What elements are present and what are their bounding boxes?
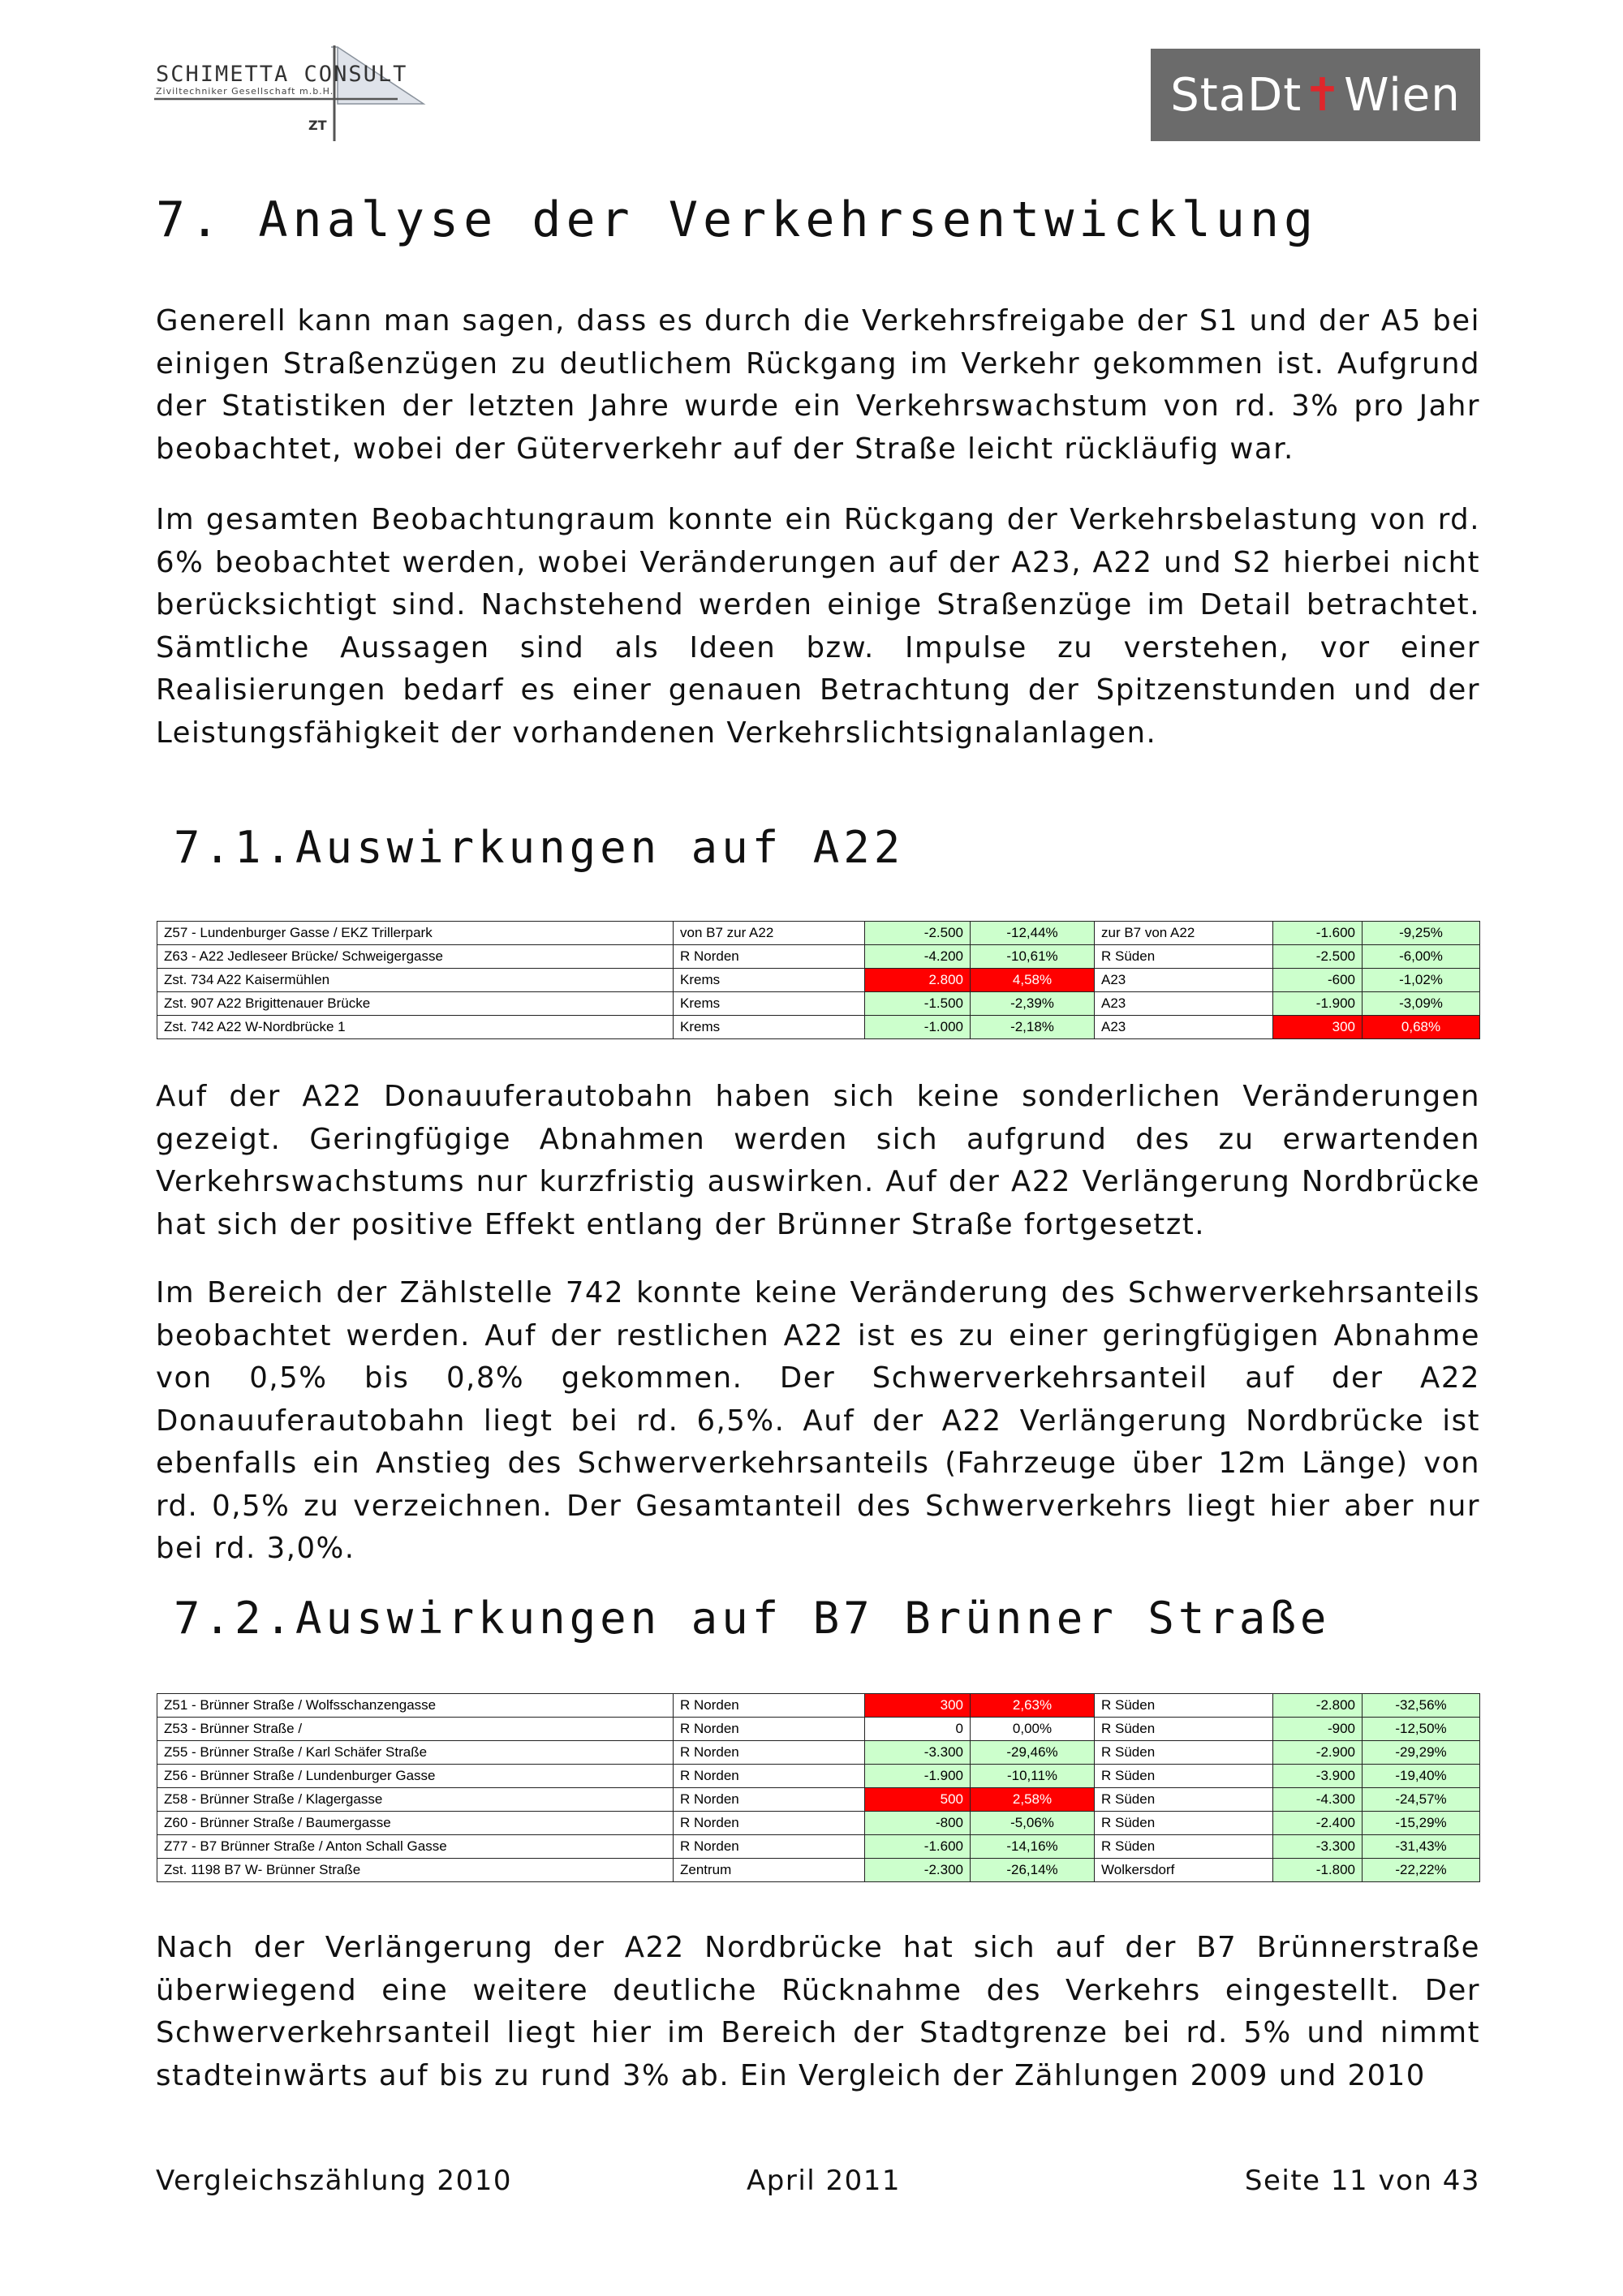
table-b7 (157, 1693, 1480, 1882)
direction-cell: R Süden (1095, 1835, 1273, 1859)
direction-cell: A23 (1095, 992, 1273, 1016)
change-value-cell: 500 (865, 1788, 971, 1812)
change-percent-cell: -12,44% (971, 922, 1095, 945)
change-value-cell: -1.000 (865, 1016, 971, 1039)
change-percent-cell: 0,00% (971, 1718, 1095, 1741)
table-row (157, 1694, 1480, 1718)
table-a22 (157, 921, 1480, 1039)
a22-paragraph-2: Im Bereich der Zählstelle 742 konnte keine Veränderung des Schwerverkehrsanteils beobachtet werden. Auf der restlichen A22 ist es zu einer geringfügigen Abnahme von 0,5% bis 0,8% gekommen. Der Schwerverkehrsanteil auf der A22 Donauuferautobahn liegt bei rd. 6,5%. Auf der A22 Verlängerung Nordbrücke ist ebenfalls ein Anstieg des Schwerverkehrsanteils (Fahrzeuge über 12m Länge) von rd. 0,5% zu verzeichnen. Der Gesamtanteil des Schwerverkehrs liegt hier aber nur bei rd. 3,0%. (156, 1276, 1480, 1565)
table-row (157, 1812, 1480, 1835)
change-percent-cell: -3,09% (1363, 992, 1480, 1016)
table-row (157, 969, 1480, 992)
change-percent-cell: 4,58% (971, 969, 1095, 992)
intro-paragraph-1: Generell kann man sagen, dass es durch die Verkehrsfreigabe der S1 und der A5 bei einigen Straßenzügen zu deutlichem Rückgang im Verkehr gekommen ist. Aufgrund der Statistiken der letzten Jahre wurde ein Verkehrswachstum von rd. 3% pro Jahr beobachtet, wobei der Güterverkehr auf der Straße leicht rückläufig war. (156, 304, 1480, 466)
logo-company-subtitle: Ziviltechniker Gesellschaft m.b.H. (156, 86, 334, 97)
change-value-cell: -2.300 (865, 1859, 971, 1882)
change-value-cell: -600 (1273, 969, 1363, 992)
direction-cell: Krems (674, 969, 865, 992)
change-value-cell: -900 (1273, 1718, 1363, 1741)
change-value-cell: -1.600 (865, 1835, 971, 1859)
direction-cell: Krems (674, 1016, 865, 1039)
change-value-cell: -1.900 (865, 1765, 971, 1788)
change-percent-cell: -15,29% (1363, 1812, 1480, 1835)
change-value-cell: -2.500 (865, 922, 971, 945)
table-row (157, 922, 1480, 945)
page-title: 7. Analyse der Verkehrsentwicklung (156, 191, 1319, 248)
table-row (157, 1741, 1480, 1765)
location-cell: Z63 - A22 Jedleseer Brücke/ Schweigergasse (157, 945, 674, 969)
table-row (157, 992, 1480, 1016)
direction-cell: R Süden (1095, 1812, 1273, 1835)
direction-cell: R Süden (1095, 1718, 1273, 1741)
direction-cell: R Norden (674, 1788, 865, 1812)
change-percent-cell: -6,00% (1363, 945, 1480, 969)
change-percent-cell: -26,14% (971, 1859, 1095, 1882)
direction-cell: R Norden (674, 1812, 865, 1835)
change-percent-cell: -31,43% (1363, 1835, 1480, 1859)
logo-company-name: SCHIMETTA CONSULT (156, 62, 408, 87)
change-value-cell: -1.600 (1273, 922, 1363, 945)
section-title-a22: 7.1.Auswirkungen auf A22 (174, 822, 905, 873)
location-cell: Zst. 742 A22 W-Nordbrücke 1 (157, 1016, 674, 1039)
direction-cell: R Norden (674, 1694, 865, 1718)
location-cell: Z56 - Brünner Straße / Lundenburger Gasse (157, 1765, 674, 1788)
change-percent-cell: -1,02% (1363, 969, 1480, 992)
change-percent-cell: -9,25% (1363, 922, 1480, 945)
direction-cell: Zentrum (674, 1859, 865, 1882)
change-percent-cell: -2,39% (971, 992, 1095, 1016)
change-percent-cell: -24,57% (1363, 1788, 1480, 1812)
table-row (157, 1765, 1480, 1788)
location-cell: Z77 - B7 Brünner Straße / Anton Schall Gasse (157, 1835, 674, 1859)
a22-paragraph-1: Auf der A22 Donauuferautobahn haben sich keine sonderlichen Veränderungen gezeigt. Geringfügige Abnahmen werden sich aufgrund des zu erwartenden Verkehrswachstums nur kurzfristig auswirken. Auf der A22 Verlängerung Nordbrücke hat sich der positive Effekt entlang der Brünner Straße fortgesetzt. (156, 1080, 1480, 1241)
direction-cell: Wolkersdorf (1095, 1859, 1273, 1882)
change-value-cell: -3.300 (865, 1741, 971, 1765)
direction-cell: R Süden (1095, 1694, 1273, 1718)
location-cell: Zst. 1198 B7 W- Brünner Straße (157, 1859, 674, 1882)
direction-cell: R Süden (1095, 1788, 1273, 1812)
intro-paragraph-2: Im gesamten Beobachtungraum konnte ein Rückgang der Verkehrsbelastung von rd. 6% beobachtet werden, wobei Veränderungen auf der A23, A22 und S2 hierbei nicht berücksichtigt sind. Nachstehend werden einige Straßenzüge im Detail betrachtet. Sämtliche Aussagen sind als Ideen bzw. Impulse zu verstehen, vor einer Realisierungen bedarf es einer genauen Betrachtung der Spitzenstunden und der Leistungsfähigkeit der vorhandenen Verkehrslichtsignalanlagen. (156, 503, 1480, 750)
change-percent-cell: 2,63% (971, 1694, 1095, 1718)
direction-cell: R Norden (674, 1765, 865, 1788)
change-value-cell: 0 (865, 1718, 971, 1741)
change-value-cell: -1.500 (865, 992, 971, 1016)
location-cell: Z58 - Brünner Straße / Klagergasse (157, 1788, 674, 1812)
direction-cell: A23 (1095, 969, 1273, 992)
change-value-cell: -2.400 (1273, 1812, 1363, 1835)
change-value-cell: -2.500 (1273, 945, 1363, 969)
table-row (157, 1859, 1480, 1882)
change-value-cell: 300 (1273, 1016, 1363, 1039)
location-cell: Z53 - Brünner Straße / (157, 1718, 674, 1741)
table-row (157, 1016, 1480, 1039)
section-title-b7: 7.2.Auswirkungen auf B7 Brünner Straße (174, 1593, 1331, 1644)
logo-stadt-text: StaDt (1170, 68, 1302, 122)
change-value-cell: 2.800 (865, 969, 971, 992)
change-value-cell: -2.900 (1273, 1741, 1363, 1765)
direction-cell: A23 (1095, 1016, 1273, 1039)
direction-cell: zur B7 von A22 (1095, 922, 1273, 945)
change-percent-cell: -19,40% (1363, 1765, 1480, 1788)
direction-cell: R Süden (1095, 945, 1273, 969)
change-percent-cell: -29,46% (971, 1741, 1095, 1765)
table-row (157, 1788, 1480, 1812)
change-percent-cell: 0,68% (1363, 1016, 1480, 1039)
location-cell: Z57 - Lundenburger Gasse / EKZ Trillerpark (157, 922, 674, 945)
table-row (157, 1835, 1480, 1859)
footer-document-name: Vergleichszählung 2010 (156, 2165, 512, 2197)
change-percent-cell: -12,50% (1363, 1718, 1480, 1741)
change-percent-cell: -10,11% (971, 1765, 1095, 1788)
change-value-cell: -1.800 (1273, 1859, 1363, 1882)
direction-cell: von B7 zur A22 (674, 922, 865, 945)
stadt-wien-logo (1151, 49, 1480, 141)
change-value-cell: -4.200 (865, 945, 971, 969)
change-percent-cell: -5,06% (971, 1812, 1095, 1835)
change-value-cell: -3.300 (1273, 1835, 1363, 1859)
location-cell: Zst. 734 A22 Kaisermühlen (157, 969, 674, 992)
change-value-cell: -800 (865, 1812, 971, 1835)
schimetta-consult-logo (154, 42, 430, 144)
change-percent-cell: -29,29% (1363, 1741, 1480, 1765)
change-percent-cell: -14,16% (971, 1835, 1095, 1859)
direction-cell: R Norden (674, 1835, 865, 1859)
table-row (157, 945, 1480, 969)
direction-cell: R Norden (674, 1741, 865, 1765)
logo-zt-badge: ZT (308, 118, 327, 133)
change-percent-cell: -2,18% (971, 1016, 1095, 1039)
change-percent-cell: -22,22% (1363, 1859, 1480, 1882)
footer-date: April 2011 (747, 2165, 902, 2197)
location-cell: Z51 - Brünner Straße / Wolfsschanzengasse (157, 1694, 674, 1718)
location-cell: Zst. 907 A22 Brigittenauer Brücke (157, 992, 674, 1016)
direction-cell: R Norden (674, 945, 865, 969)
change-percent-cell: -32,56% (1363, 1694, 1480, 1718)
change-value-cell: -1.900 (1273, 992, 1363, 1016)
location-cell: Z60 - Brünner Straße / Baumergasse (157, 1812, 674, 1835)
change-value-cell: -2.800 (1273, 1694, 1363, 1718)
location-cell: Z55 - Brünner Straße / Karl Schäfer Straße (157, 1741, 674, 1765)
direction-cell: R Norden (674, 1718, 865, 1741)
footer-page-number: Seite 11 von 43 (1244, 2165, 1480, 2197)
logo-cross-icon: ✝ (1303, 68, 1343, 122)
change-percent-cell: -10,61% (971, 945, 1095, 969)
change-percent-cell: 2,58% (971, 1788, 1095, 1812)
direction-cell: R Süden (1095, 1765, 1273, 1788)
logo-wien-text: Wien (1344, 68, 1461, 122)
change-value-cell: -4.300 (1273, 1788, 1363, 1812)
direction-cell: R Süden (1095, 1741, 1273, 1765)
table-row (157, 1718, 1480, 1741)
change-value-cell: 300 (865, 1694, 971, 1718)
change-value-cell: -3.900 (1273, 1765, 1363, 1788)
b7-paragraph: Nach der Verlängerung der A22 Nordbrücke hat sich auf der B7 Brünnerstraße überwiegend eine weitere deutliche Rücknahme des Verkehrs eingestellt. Der Schwerverkehrsanteil liegt hier im Bereich der Stadtgrenze bei rd. 5% und nimmt stadteinwärts auf bis zu rund 3% ab. Ein Vergleich der Zählungen 2009 und 2010 (156, 1931, 1480, 2092)
direction-cell: Krems (674, 992, 865, 1016)
